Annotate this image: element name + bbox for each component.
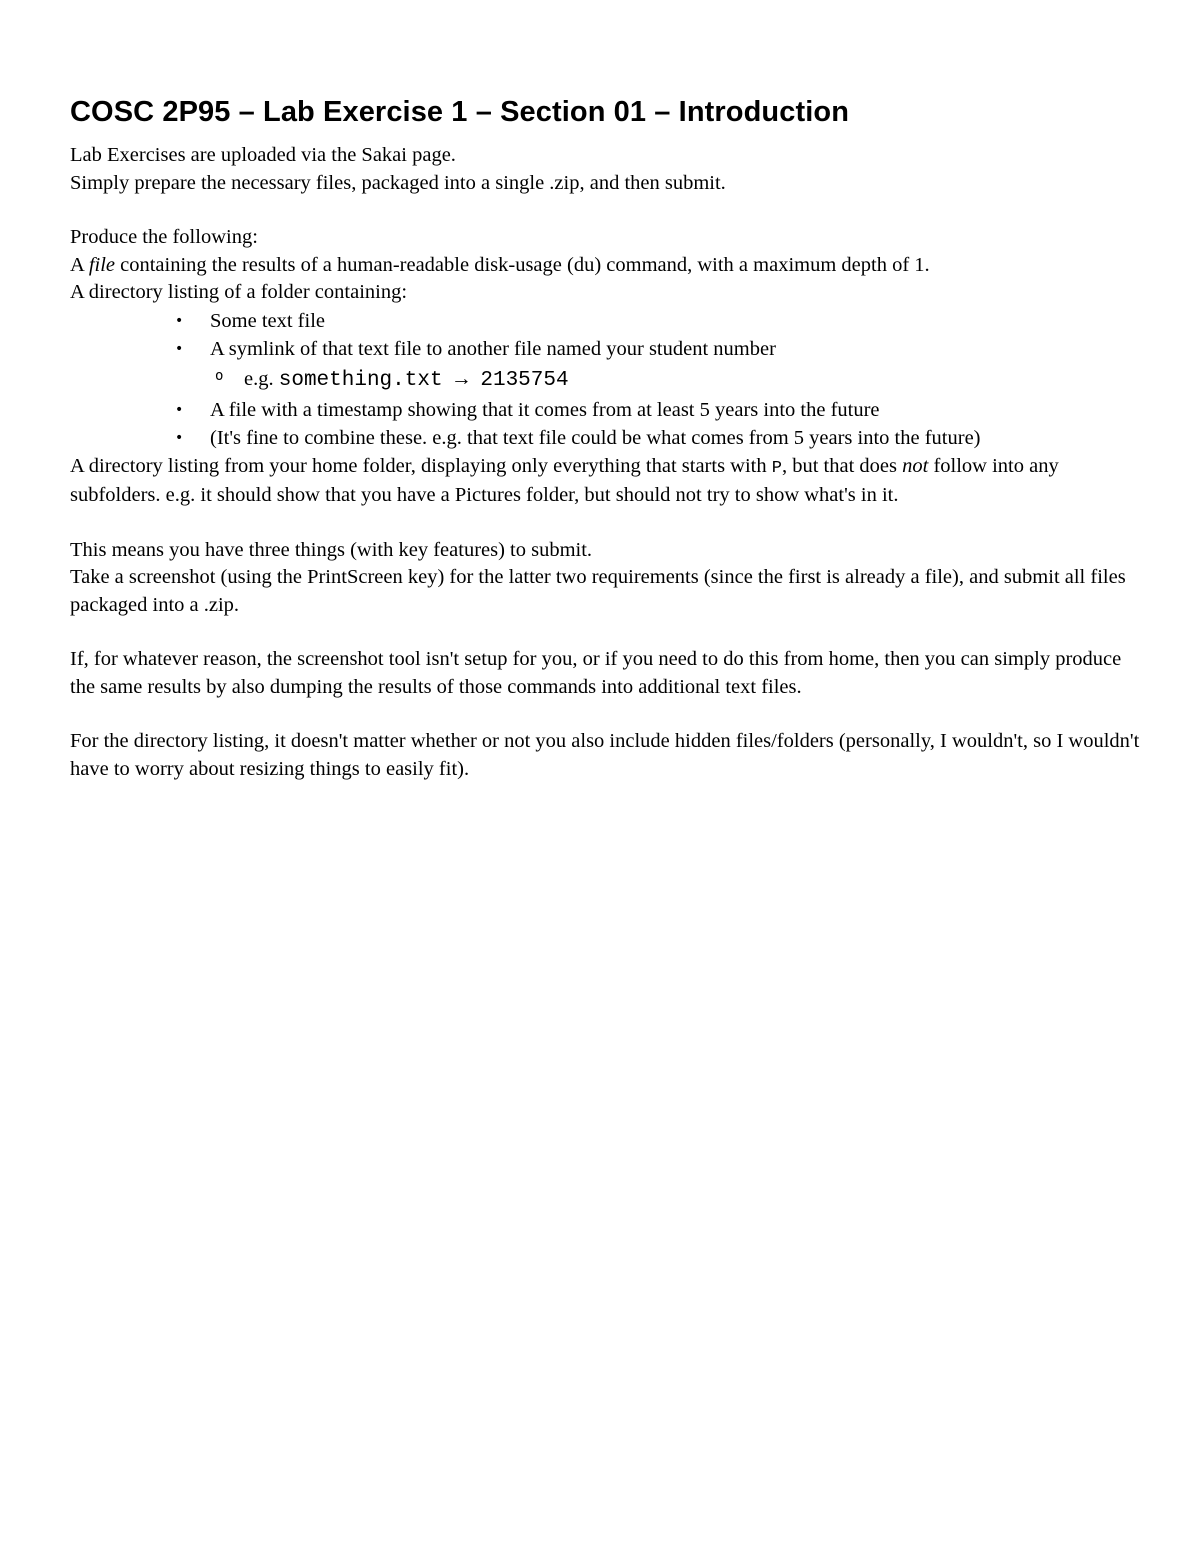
- intro-line-prepare: Simply prepare the necessary files, packaged into a single .zip, and then submit.: [70, 171, 726, 194]
- home-listing-text-c: follow into any subfolders. e.g. it should show that you have a Pictures folder, but should not try to show what's in it.: [70, 454, 1059, 506]
- produce-heading: Produce the following:: [70, 226, 258, 248]
- requirement-du-text-b: containing the results of a human-readable disk-usage (du) command, with a maximum depth of 1.: [115, 253, 930, 276]
- list-item-text: A symlink of that text file to another file named your student number: [210, 338, 776, 360]
- home-listing-emphasis: not: [902, 454, 929, 477]
- list-item-text: A file with a timestamp showing that it comes from at least 5 years into the future: [210, 398, 880, 421]
- document-body: [70, 142, 1140, 783]
- bullet-icon: •: [175, 341, 184, 357]
- requirement-directory-listing: A directory listing of a folder containing:: [70, 281, 408, 303]
- spacer: [70, 619, 1140, 646]
- spacer: [70, 701, 1140, 728]
- summary-line-three-things: This means you have three things (with key features) to submit.: [70, 538, 593, 561]
- home-listing-text-a: A directory listing from your home folder, displaying only everything that starts with: [70, 454, 772, 477]
- list-item: [70, 335, 1140, 364]
- bullet-icon: •: [175, 430, 184, 446]
- list-item-text: Some text file: [210, 309, 326, 332]
- list-item: [70, 396, 1140, 425]
- home-listing-code: P: [771, 458, 782, 478]
- bullet-icon: •: [175, 312, 184, 329]
- document-page: [70, 92, 1140, 783]
- hidden-files-paragraph: For the directory listing, it doesn't matter whether or not you also include hidden files/folders (personally, I wouldn't, so I wouldn't have to worry about resizing things to easily fit).: [70, 730, 1140, 780]
- example-code: something.txt → 2135754: [278, 368, 569, 392]
- requirement-du-text-a: A: [70, 253, 89, 276]
- spacer: [70, 197, 1140, 224]
- intro-line-upload: Lab Exercises are uploaded via the Sakai page.: [70, 144, 456, 166]
- requirement-du-file: [70, 252, 1140, 280]
- requirement-du-emphasis: file: [88, 253, 115, 276]
- bullet-list: [70, 307, 1140, 453]
- bullet-icon: •: [175, 401, 184, 418]
- example-prefix: e.g.: [244, 367, 279, 390]
- list-item: [70, 307, 1140, 336]
- list-item-text: (It's fine to combine these. e.g. that text file could be what comes from 5 years into the future): [210, 427, 981, 449]
- list-item: [70, 424, 1140, 453]
- home-listing-text-b: , but that does: [781, 454, 903, 477]
- requirement-home-listing: [70, 453, 1140, 510]
- sub-list-item: [70, 364, 1140, 396]
- alternative-paragraph: If, for whatever reason, the screenshot tool isn't setup for you, or if you need to do this from home, then you can simply produce the same results by also dumping the results of those commands into additional text files.: [70, 648, 1122, 698]
- spacer: [70, 510, 1140, 537]
- summary-line-screenshot: Take a screenshot (using the PrintScreen key) for the latter two requirements (since the first is already a file), and submit all files packaged into a .zip.: [70, 566, 1126, 616]
- sub-bullet-icon: o: [215, 367, 224, 384]
- document-title: COSC 2P95 – Lab Exercise 1 – Section 01 – Introduction: [70, 96, 850, 128]
